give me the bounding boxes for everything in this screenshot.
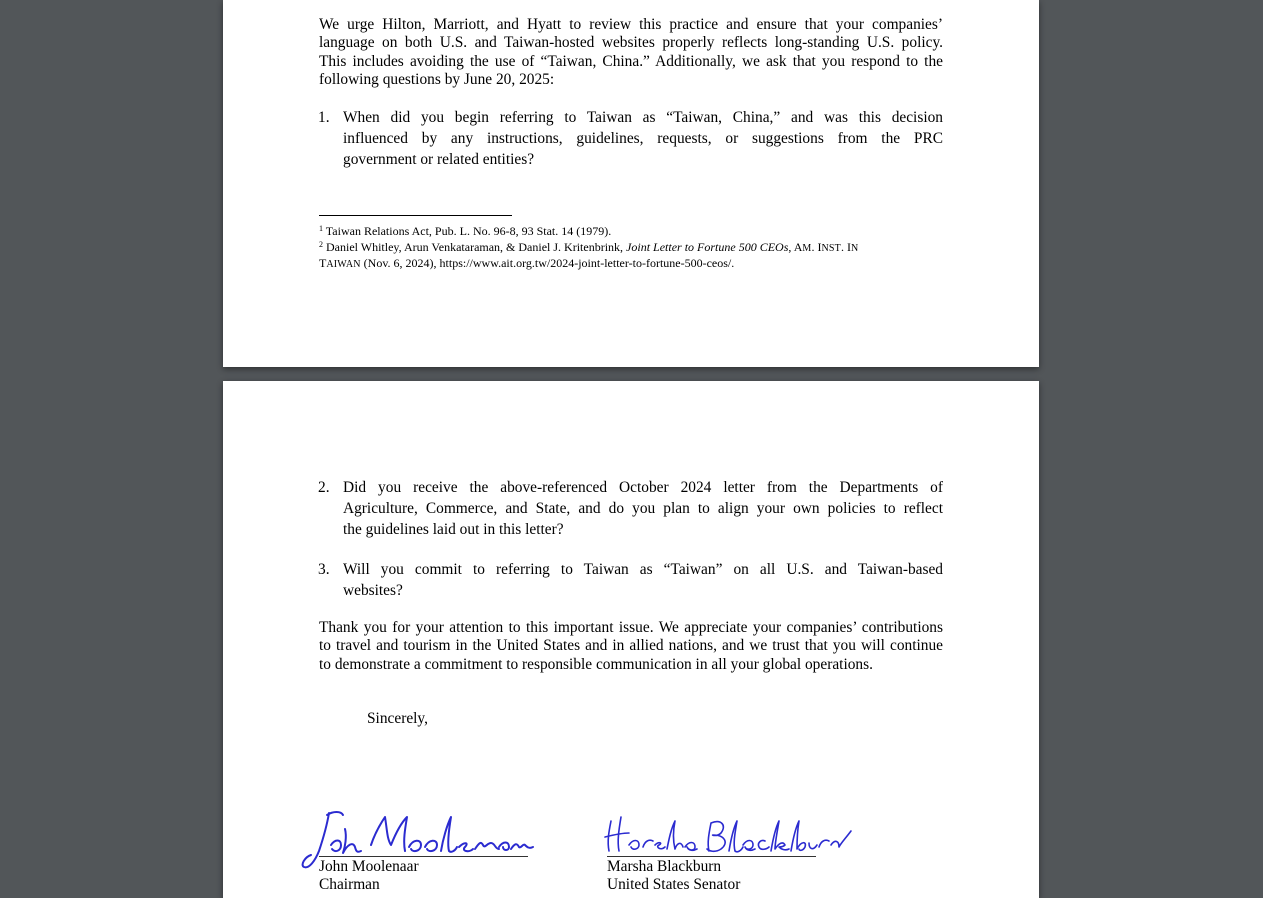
footnote-1 bbox=[319, 224, 943, 240]
signatory-title: United States Senator bbox=[607, 876, 741, 893]
question-number: 2. bbox=[318, 479, 330, 496]
footnote-citation: (Nov. 6, 2024), https://www.ait.org.tw/2024-joint-letter-to-fortune-500-ceos/. bbox=[360, 256, 735, 270]
signature-marsha-blackburn bbox=[603, 811, 853, 859]
closing-line: to travel and tourism in the United States and in allied nations, and we trust that you will continue bbox=[319, 637, 943, 655]
smallcap-letter: . I bbox=[840, 240, 851, 254]
footnote-number: 1 bbox=[319, 224, 323, 233]
question-number: 1. bbox=[318, 109, 330, 126]
footnote-authors: Daniel Whitley, Arun Venkataraman, & Daniel J. Kritenbrink, bbox=[326, 240, 624, 254]
intro-line: language on both U.S. and Taiwan-hosted websites properly reflects long-standing U.S. policy. bbox=[319, 34, 943, 52]
question-3 bbox=[318, 559, 943, 601]
signatory-title: Chairman bbox=[319, 876, 380, 893]
footnote-title: Joint Letter to Fortune 500 CEOs bbox=[626, 240, 789, 254]
signatory-name: John Moolenaar bbox=[319, 858, 419, 875]
intro-line: This includes avoiding the use of “Taiwan, China.” Additionally, we ask that you respond to the bbox=[319, 52, 943, 70]
question-2 bbox=[318, 477, 943, 540]
signatory-name: Marsha Blackburn bbox=[607, 858, 722, 875]
signature-line bbox=[319, 856, 528, 857]
intro-line: following questions by June 20, 2025: bbox=[319, 71, 555, 89]
signatory-2 bbox=[607, 858, 740, 894]
footnote-text: Taiwan Relations Act, Pub. L. No. 96-8, 93 Stat. 14 (1979). bbox=[325, 224, 612, 238]
footnote-punct: , bbox=[788, 240, 792, 254]
smallcap-rest: N bbox=[850, 243, 859, 254]
salutation: Sincerely, bbox=[367, 710, 428, 727]
closing-line: to demonstrate a commitment to responsible communication in all your global operations. bbox=[319, 655, 873, 673]
question-1 bbox=[318, 107, 943, 170]
question-line: Will you commit to referring to Taiwan as “Taiwan” on all U.S. and Taiwan-based bbox=[343, 561, 943, 578]
question-line: websites? bbox=[343, 582, 403, 599]
closing-line: Thank you for your attention to this important issue. We appreciate your companies’ contributions bbox=[319, 619, 943, 636]
signature-line bbox=[607, 856, 816, 857]
question-line: the guidelines laid out in this letter? bbox=[343, 521, 564, 538]
smallcap-letter: T bbox=[319, 256, 327, 270]
question-line: Did you receive the above-referenced October 2024 letter from the Departments of bbox=[343, 479, 943, 496]
footnote-number: 2 bbox=[319, 240, 323, 249]
intro-paragraph bbox=[319, 16, 943, 90]
smallcap-rest: M bbox=[802, 243, 812, 254]
smallcap-rest: NST bbox=[821, 243, 841, 254]
footnote-2 bbox=[319, 240, 943, 257]
question-number: 3. bbox=[318, 561, 330, 578]
smallcap-rest: AIWAN bbox=[326, 259, 361, 270]
question-line: When did you begin referring to Taiwan as “Taiwan, China,” and was this decision bbox=[343, 109, 943, 126]
footnote-separator bbox=[319, 215, 512, 216]
question-line: influenced by any instructions, guidelines, requests, or suggestions from the PRC bbox=[343, 130, 943, 147]
document-page-1 bbox=[223, 0, 1039, 367]
footnote-2-continued bbox=[319, 256, 943, 273]
intro-line: We urge Hilton, Marriott, and Hyatt to review this practice and ensure that your companies’ bbox=[319, 16, 943, 33]
smallcap-letter: . I bbox=[811, 240, 822, 254]
signatory-1 bbox=[319, 858, 419, 894]
closing-paragraph bbox=[319, 619, 943, 674]
question-line: Agriculture, Commerce, and State, and do you plan to align your own policies to reflect bbox=[343, 500, 943, 517]
question-line: government or related entities? bbox=[343, 151, 535, 168]
smallcap-letter: A bbox=[793, 240, 803, 254]
document-page-2 bbox=[223, 381, 1039, 898]
